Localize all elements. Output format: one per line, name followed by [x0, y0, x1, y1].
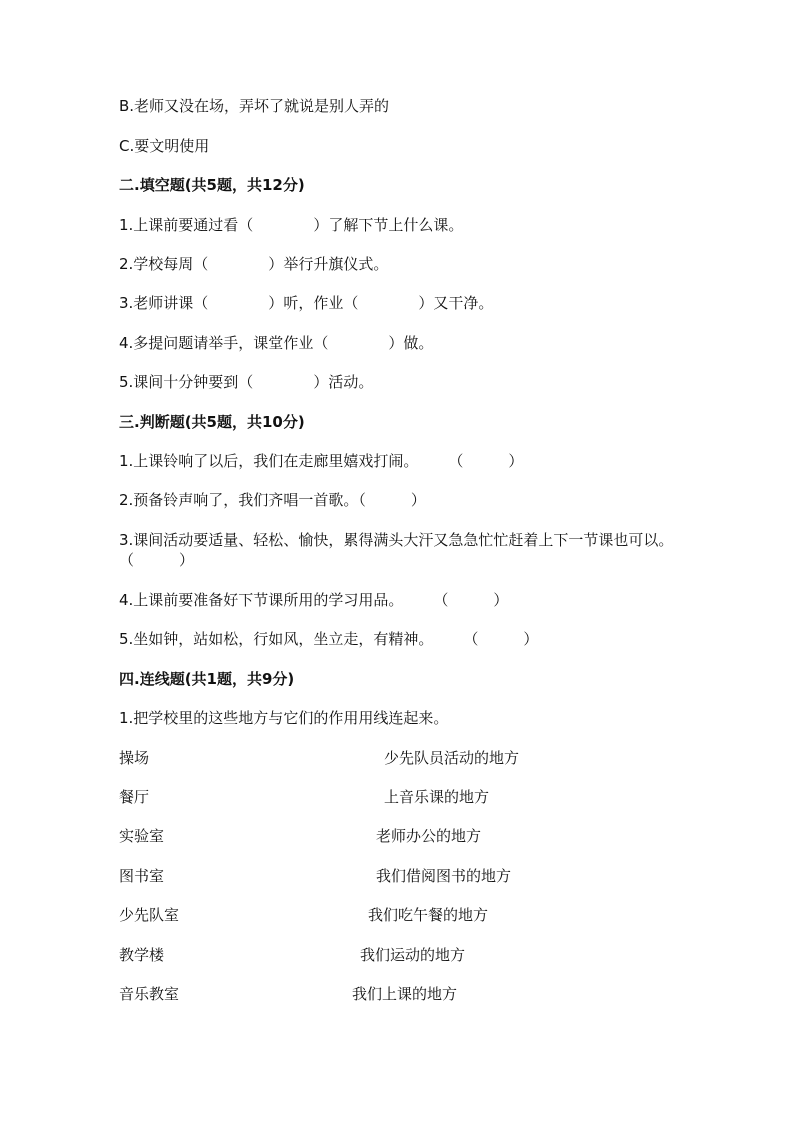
matching-left-item: 实验室: [119, 827, 165, 845]
fill-blank-question: 5.课间十分钟要到（ ）活动。: [119, 373, 374, 391]
matching-right-item: 我们运动的地方: [360, 946, 466, 964]
matching-right-item: 我们上课的地方: [352, 985, 458, 1003]
true-false-question: 5.坐如钟，站如松，行如风，坐立走，有精神。 （ ）: [119, 630, 539, 648]
matching-right-item: 我们借阅图书的地方: [376, 867, 512, 885]
option-c: C.要文明使用: [119, 137, 210, 155]
section-title-matching: 四.连线题(共1题，共9分): [119, 670, 295, 688]
matching-right-item: 我们吃午餐的地方: [368, 906, 489, 924]
true-false-question: 1.上课铃响了以后，我们在走廊里嬉戏打闹。 （ ）: [119, 452, 524, 470]
true-false-question: 2.预备铃声响了，我们齐唱一首歌。（ ）: [119, 491, 426, 509]
fill-blank-question: 1.上课前要通过看（ ）了解下节上什么课。: [119, 216, 464, 234]
matching-left-item: 音乐教室: [119, 985, 180, 1003]
matching-right-item: 老师办公的地方: [376, 827, 482, 845]
true-false-question: 3.课间活动要适量、轻松、愉快，累得满头大汗又急急忙忙赶着上下一节课也可以。 （ ）: [119, 531, 711, 569]
matching-question: 1.把学校里的这些地方与它们的作用用线连起来。: [119, 709, 449, 727]
fill-blank-question: 2.学校每周（ ）举行升旗仪式。: [119, 255, 389, 273]
section-title-true-false: 三.判断题(共5题，共10分): [119, 413, 305, 431]
fill-blank-question: 4.多提问题请举手，课堂作业（ ）做。: [119, 334, 434, 352]
true-false-question: 4.上课前要准备好下节课所用的学习用品。 （ ）: [119, 591, 509, 609]
matching-left-item: 少先队室: [119, 906, 180, 924]
matching-right-item: 少先队员活动的地方: [384, 749, 520, 767]
section-title-fill-blank: 二.填空题(共5题，共12分): [119, 176, 305, 194]
matching-left-item: 教学楼: [119, 946, 165, 964]
matching-left-item: 图书室: [119, 867, 165, 885]
fill-blank-question: 3.老师讲课（ ）听，作业（ ）又干净。: [119, 294, 494, 312]
matching-left-item: 操场: [119, 749, 150, 767]
matching-right-item: 上音乐课的地方: [384, 788, 490, 806]
matching-left-item: 餐厅: [119, 788, 150, 806]
option-b: B.老师又没在场，弄坏了就说是别人弄的: [119, 97, 390, 115]
